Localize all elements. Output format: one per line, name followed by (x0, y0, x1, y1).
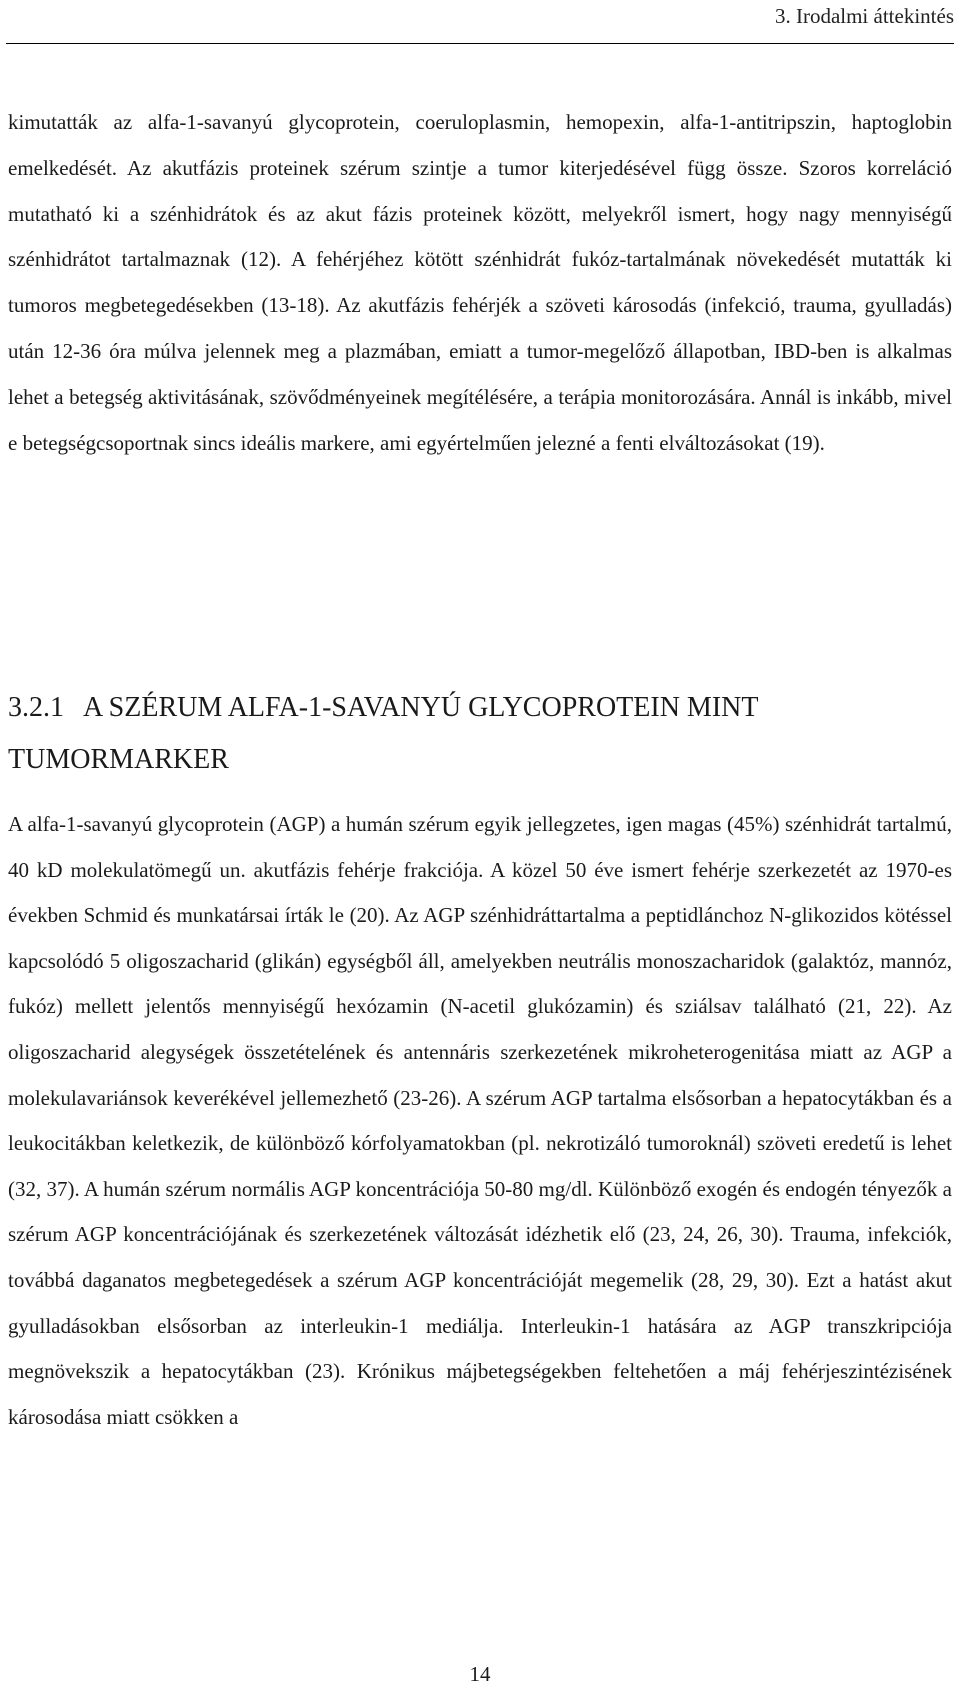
page-number: 14 (469, 1662, 491, 1686)
body-paragraph-2: A alfa-1-savanyú glycoprotein (AGP) a humán szérum egyik jellegzetes, igen magas (45%) szénhidrát tartalmú, 40 kD molekulatömegű un. akutfázis fehérje frakciója. A közel 50 éve ismert fehérje szerkezetét az 1970-es években Schmid és munkatársai írták le (20). Az AGP szénhidráttartalma a peptidlánchoz N-glikozidos kötéssel kapcsolódó 5 oligoszacharid (glikán) egységből áll, amelyekben neutrális monoszacharidok (galaktóz, mannóz, fukóz) mellett jelentős mennyiségű hexózamin (N-acetil glukózamin) és sziálsav található (21, 22). Az oligoszacharid alegységek összetételének és antennáris szerkezetének mikroheterogenitása miatt az AGP a molekulavariánsok keverékével jellemezhető (23-26). A szérum AGP tartalma elsősorban a hepatocytákban és a leukocitákban keletkezik, de különböző kórfolyamatokban (pl. nekrotizáló tumoroknál) szöveti eredetű is lehet (32, 37). A humán szérum normális AGP koncentrációja 50-80 mg/dl. Különböző exogén és endogén tényezők a szérum AGP koncentrációjának és szerkezetének változását idézhetik elő (23, 24, 26, 30). Trauma, infekciók, továbbá daganatos megbetegedések a szérum AGP koncentrációját megemelik (28, 29, 30). Ezt a hatást akut gyulladásokban elsősorban az interleukin-1 mediálja. Interleukin-1 hatására az AGP transzkripciója megnövekszik a hepatocytákban (23). Krónikus májbetegségekben feltehetően a máj fehérjeszintézisének károsodása miatt csökken a (8, 812, 953, 1429)
section-heading (8, 682, 952, 786)
header-divider (6, 43, 954, 44)
section-title: A SZÉRUM ALFA-1-SAVANYÚ GLYCOPROTEIN MINT TUMORMARKER (8, 692, 758, 775)
running-header: 3. Irodalmi áttekintés (774, 4, 954, 28)
body-paragraph-1: kimutatták az alfa-1-savanyú glycoprotein, coeruloplasmin, hemopexin, alfa-1-antitripszin, haptoglobin emelkedését. Az akutfázis proteinek szérum szintje a tumor kiterjedésével függ össze. Szoros korreláció mutatható ki a szénhidrátok és az akut fázis proteinek között, melyekről ismert, hogy nagy mennyiségű szénhidrátot tartalmaznak (12). A fehérjéhez kötött szénhidrát fukóz-tartalmának növekedését mutatták ki tumoros megbetegedésekben (13-18). Az akutfázis fehérjék a szöveti károsodás (infekció, trauma, gyulladás) után 12-36 óra múlva jelennek meg a plazmában, emiatt a tumor-megelőző állapotban, IBD-ben is alkalmas lehet a betegség aktivitásának, szövődményeinek megítélésére, a terápia monitorozására. Annál is inkább, mivel e betegségcsoportnak sincs ideális markere, ami egyértelműen jelezné a fenti elváltozásokat (19). (8, 110, 952, 455)
section-number: 3.2.1 (8, 692, 64, 723)
